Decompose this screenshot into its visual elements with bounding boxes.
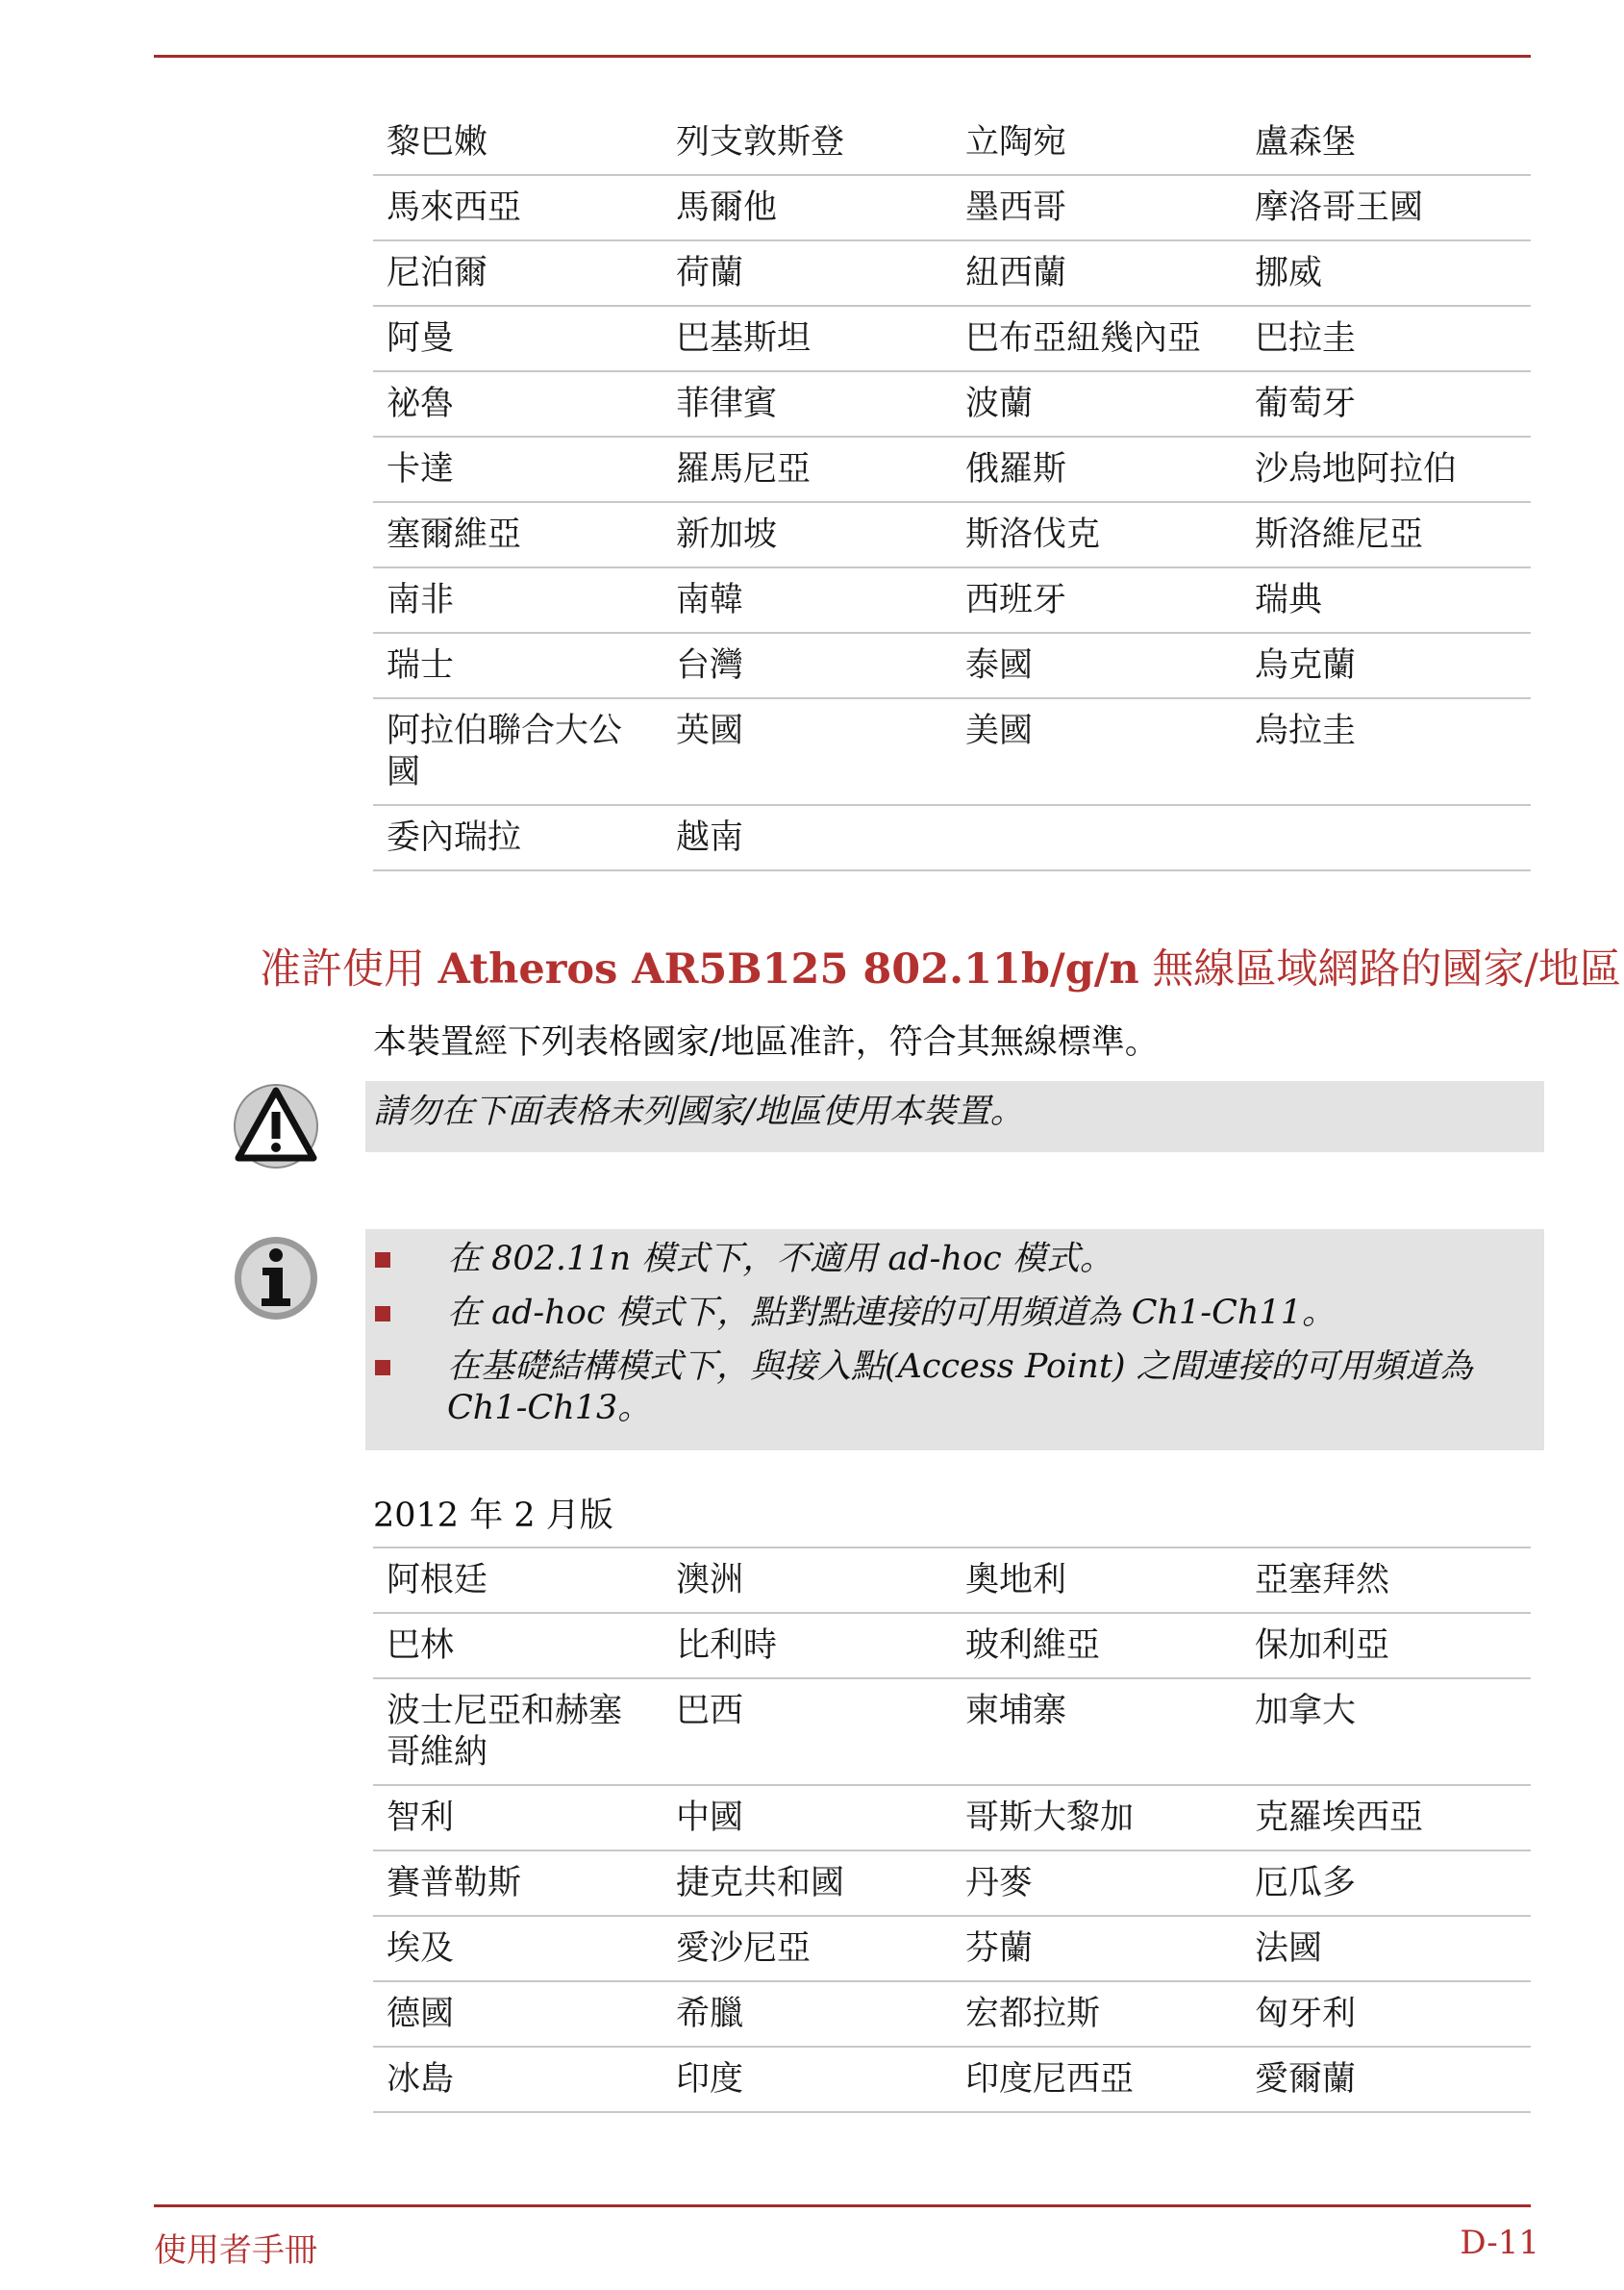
- country-cell: 愛沙尼亞: [662, 1916, 952, 1981]
- country-cell: 南非: [373, 567, 662, 633]
- country-cell: 巴林: [373, 1613, 662, 1678]
- country-cell: 南韓: [662, 567, 952, 633]
- table-row: [373, 805, 1531, 870]
- info-item-text: 在 802.11n 模式下，不適用 ad-hoc 模式。: [447, 1240, 1113, 1278]
- country-cell: 沙烏地阿拉伯: [1241, 437, 1531, 502]
- country-cell: 黎巴嫩: [373, 111, 662, 175]
- country-cell: 葡萄牙: [1241, 371, 1531, 437]
- country-cell: 中國: [662, 1785, 952, 1850]
- country-cell: 巴拉圭: [1241, 306, 1531, 371]
- warning-note: 請勿在下面表格未列國家/地區使用本裝置。: [365, 1081, 1544, 1152]
- country-cell: 紐西蘭: [952, 240, 1241, 306]
- country-cell: 烏克蘭: [1241, 633, 1531, 698]
- country-cell: 挪威: [1241, 240, 1531, 306]
- info-item-text: 在 ad-hoc 模式下，點對點連接的可用頻道為 Ch1-Ch11。: [447, 1294, 1336, 1332]
- country-cell: 西班牙: [952, 567, 1241, 633]
- country-cell: 英國: [662, 698, 952, 805]
- country-cell: 瑞士: [373, 633, 662, 698]
- table-row: [373, 1850, 1531, 1916]
- info-list: [365, 1239, 1544, 1442]
- country-table-2: [373, 1547, 1531, 2113]
- country-cell: 比利時: [662, 1613, 952, 1678]
- country-cell: 加拿大: [1241, 1678, 1531, 1785]
- table-row: [373, 1785, 1531, 1850]
- country-cell: 柬埔寨: [952, 1678, 1241, 1785]
- country-cell: 亞塞拜然: [1241, 1548, 1531, 1613]
- table-row: [373, 1981, 1531, 2047]
- country-cell: 捷克共和國: [662, 1850, 952, 1916]
- country-cell: 阿曼: [373, 306, 662, 371]
- country-cell: 巴基斯坦: [662, 306, 952, 371]
- info-note: [365, 1229, 1544, 1450]
- country-cell: 波士尼亞和赫塞哥維納: [373, 1678, 662, 1785]
- country-cell: 馬來西亞: [373, 175, 662, 240]
- bullet-square-icon: [375, 1252, 390, 1268]
- info-icon: [233, 1235, 319, 1321]
- country-cell: 瑞典: [1241, 567, 1531, 633]
- country-cell: 埃及: [373, 1916, 662, 1981]
- info-list-item: [365, 1239, 1544, 1280]
- country-cell: 阿拉伯聯合大公國: [373, 698, 662, 805]
- country-cell: 希臘: [662, 1981, 952, 2047]
- country-cell: 摩洛哥王國: [1241, 175, 1531, 240]
- country-cell: 台灣: [662, 633, 952, 698]
- country-cell: 列支敦斯登: [662, 111, 952, 175]
- country-cell: 馬爾他: [662, 175, 952, 240]
- country-cell: 泰國: [952, 633, 1241, 698]
- country-cell: 荷蘭: [662, 240, 952, 306]
- edition-label: 2012 年 2 月版: [373, 1497, 613, 1535]
- info-list-item: [365, 1346, 1544, 1429]
- country-cell: 菲律賓: [662, 371, 952, 437]
- country-cell: 匈牙利: [1241, 1981, 1531, 2047]
- table-row: [373, 502, 1531, 567]
- country-cell: 烏拉圭: [1241, 698, 1531, 805]
- country-cell: 印度: [662, 2047, 952, 2112]
- footer-manual-title: 使用者手冊: [154, 2231, 317, 2270]
- table-row: [373, 1678, 1531, 1785]
- country-cell: 越南: [662, 805, 952, 870]
- country-cell: 尼泊爾: [373, 240, 662, 306]
- country-cell: 奧地利: [952, 1548, 1241, 1613]
- country-cell: 斯洛維尼亞: [1241, 502, 1531, 567]
- country-cell: 印度尼西亞: [952, 2047, 1241, 2112]
- title-model: Atheros AR5B125 802.11b/g/n: [437, 945, 1139, 994]
- table-row: [373, 567, 1531, 633]
- country-cell: 厄瓜多: [1241, 1850, 1531, 1916]
- footer-page-number: D-11: [1460, 2224, 1539, 2262]
- country-cell: 新加坡: [662, 502, 952, 567]
- country-cell: 委內瑞拉: [373, 805, 662, 870]
- country-cell: 愛爾蘭: [1241, 2047, 1531, 2112]
- title-prefix: 准許使用: [260, 945, 438, 994]
- country-cell: 法國: [1241, 1916, 1531, 1981]
- bullet-square-icon: [375, 1306, 390, 1321]
- country-cell: 保加利亞: [1241, 1613, 1531, 1678]
- bullet-square-icon: [375, 1360, 390, 1375]
- table-row: [373, 437, 1531, 502]
- country-cell: 美國: [952, 698, 1241, 805]
- country-cell: 卡達: [373, 437, 662, 502]
- country-table-1: [373, 111, 1531, 871]
- info-item-text: 在基礎結構模式下，與接入點(Access Point) 之間連接的可用頻道為 Ch1-Ch13。: [447, 1347, 1473, 1427]
- country-cell: 祕魯: [373, 371, 662, 437]
- country-cell: 阿根廷: [373, 1548, 662, 1613]
- country-cell: 波蘭: [952, 371, 1241, 437]
- country-cell: 澳洲: [662, 1548, 952, 1613]
- table-row: [373, 111, 1531, 175]
- table-row: [373, 1548, 1531, 1613]
- country-cell: 斯洛伐克: [952, 502, 1241, 567]
- country-cell: 賽普勒斯: [373, 1850, 662, 1916]
- country-cell: 立陶宛: [952, 111, 1241, 175]
- table-row: [373, 306, 1531, 371]
- footer-rule: [154, 2204, 1531, 2207]
- country-cell: 羅馬尼亞: [662, 437, 952, 502]
- country-cell: 德國: [373, 1981, 662, 2047]
- country-cell: 宏都拉斯: [952, 1981, 1241, 2047]
- country-cell: 丹麥: [952, 1850, 1241, 1916]
- country-cell: [952, 805, 1241, 870]
- intro-text: 本裝置經下列表格國家/地區准許，符合其無線標準。: [373, 1023, 1159, 1062]
- table-row: [373, 2047, 1531, 2112]
- country-cell: 冰島: [373, 2047, 662, 2112]
- section-title: [260, 944, 1621, 994]
- country-cell: 智利: [373, 1785, 662, 1850]
- country-cell: 巴布亞紐幾內亞: [952, 306, 1241, 371]
- table-row: [373, 698, 1531, 805]
- country-cell: 玻利維亞: [952, 1613, 1241, 1678]
- warning-triangle-icon: [233, 1083, 319, 1170]
- country-cell: 盧森堡: [1241, 111, 1531, 175]
- country-cell: [1241, 805, 1531, 870]
- country-cell: 巴西: [662, 1678, 952, 1785]
- country-cell: 塞爾維亞: [373, 502, 662, 567]
- table-row: [373, 240, 1531, 306]
- table-row: [373, 175, 1531, 240]
- table-row: [373, 633, 1531, 698]
- table-row: [373, 1916, 1531, 1981]
- info-list-item: [365, 1293, 1544, 1334]
- country-cell: 墨西哥: [952, 175, 1241, 240]
- table-row: [373, 371, 1531, 437]
- country-cell: 芬蘭: [952, 1916, 1241, 1981]
- title-suffix: 無線區域網路的國家/地區: [1138, 945, 1621, 994]
- country-cell: 哥斯大黎加: [952, 1785, 1241, 1850]
- header-rule: [154, 55, 1531, 58]
- table-row: [373, 1613, 1531, 1678]
- country-cell: 克羅埃西亞: [1241, 1785, 1531, 1850]
- country-cell: 俄羅斯: [952, 437, 1241, 502]
